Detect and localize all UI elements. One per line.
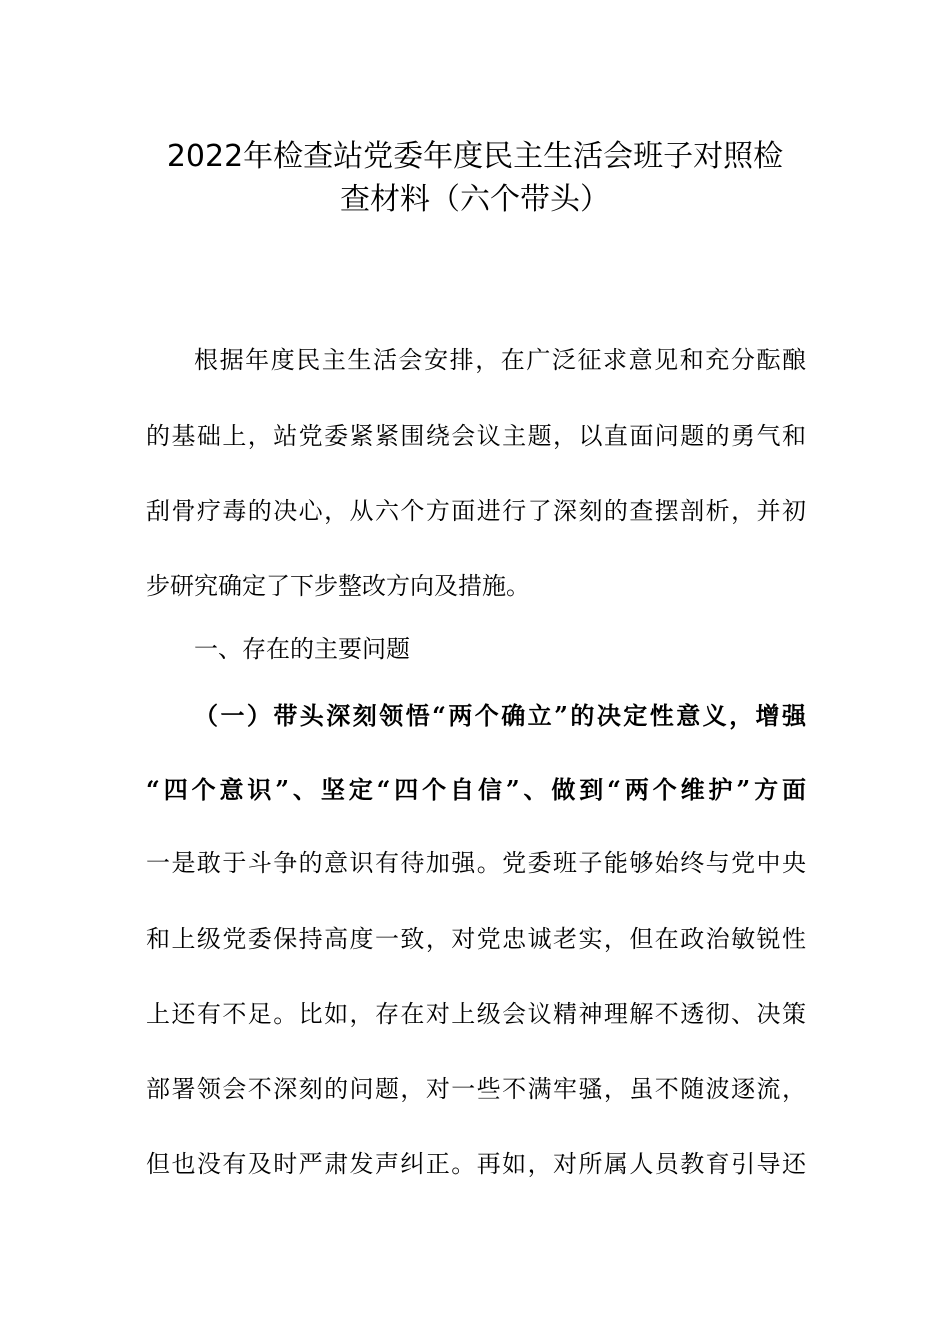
intro-paragraph-line-3: 刮骨疗毒的决心，从六个方面进行了深刻的查摆剖析，并初 <box>146 497 806 525</box>
intro-paragraph-line-1: 根据年度民主生活会安排，在广泛征求意见和充分酝酿 <box>194 346 806 374</box>
body-paragraph-line-4: 部署领会不深刻的问题，对一些不满牢骚，虽不随波逐流， <box>146 1075 806 1103</box>
document-title-line-2: 查材料（六个带头） <box>340 182 610 217</box>
body-paragraph-line-1: 一是敢于斗争的意识有待加强。党委班子能够始终与党中央 <box>146 849 806 877</box>
subheading-line-1: （一）带头深刻领悟“两个确立”的决定性意义，增强 <box>194 701 806 730</box>
subheading-line-2: “四个意识”、坚定“四个自信”、做到“两个维护”方面 <box>146 775 806 804</box>
intro-paragraph-line-2: 的基础上，站党委紧紧围绕会议主题，以直面问题的勇气和 <box>146 422 806 450</box>
body-paragraph-line-5: 但也没有及时严肃发声纠正。再如，对所属人员教育引导还 <box>146 1150 806 1178</box>
section-heading: 一、存在的主要问题 <box>194 635 410 663</box>
intro-paragraph-line-4: 步研究确定了下步整改方向及措施。 <box>146 572 530 600</box>
document-title-line-1: 2022年检查站党委年度民主生活会班子对照检 <box>166 139 784 174</box>
body-paragraph-line-2: 和上级党委保持高度一致，对党忠诚老实，但在政治敏锐性 <box>146 925 806 953</box>
body-paragraph-line-3: 上还有不足。比如，存在对上级会议精神理解不透彻、决策 <box>146 1000 806 1028</box>
